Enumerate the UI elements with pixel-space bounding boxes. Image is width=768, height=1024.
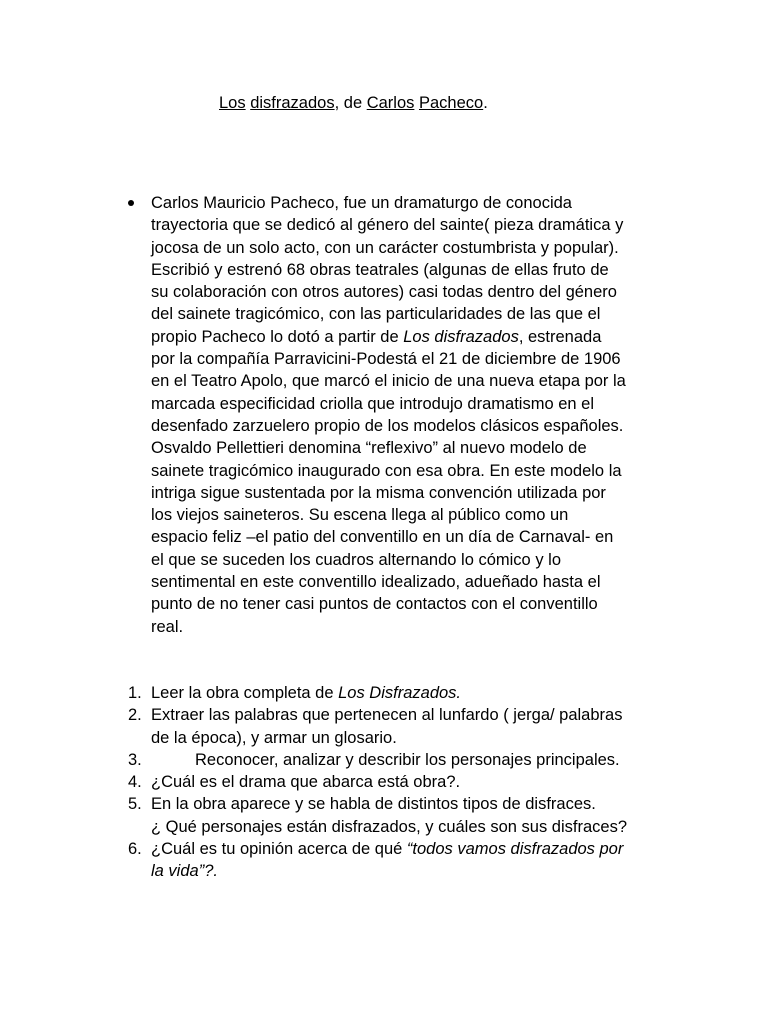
paragraph-line: Escribió y estrenó 68 obras teatrales (algunas de ellas fruto de — [151, 260, 609, 279]
list-number: 4. — [128, 773, 142, 792]
paragraph-line: Osvaldo Pellettieri denomina “reflexivo” al nuevo modelo de — [151, 439, 587, 458]
list-number: 2. — [128, 706, 142, 725]
paragraph-line: jocosa de un solo acto, con un carácter costumbrista y popular). — [151, 238, 619, 257]
work-title-italic: Los Disfrazados. — [338, 684, 462, 702]
document-title — [219, 93, 488, 113]
quote-italic: la vida”?. — [151, 862, 218, 881]
paragraph-line: punto de no tener casi puntos de contactos con el conventillo — [151, 595, 598, 614]
paragraph-line: los viejos saineteros. Su escena llega al público como un — [151, 506, 569, 525]
bullet-paragraph — [151, 192, 671, 638]
paragraph-line: sentimental en este conventillo idealizado, adueñado hasta el — [151, 573, 601, 592]
paragraph-line: intriga sigue sustentada por la misma convención utilizada por — [151, 483, 606, 502]
list-item — [128, 704, 688, 749]
paragraph-line: del sainete tragicómico, con las particularidades de las que el — [151, 305, 601, 324]
list-text: Leer la obra completa de — [151, 684, 339, 702]
paragraph-line: trayectoria que se dedicó al género del sainte( pieza dramática y — [151, 216, 624, 235]
paragraph-line: sainete tragicómico inaugurado con esa obra. En este modelo la — [151, 461, 622, 480]
list-text: ¿Cuál es el drama que abarca está obra?. — [151, 773, 461, 792]
title-word-los: Los — [219, 94, 246, 112]
paragraph-line: Carlos Mauricio Pacheco, fue un dramaturgo de conocida — [151, 194, 572, 212]
paragraph-line: en el Teatro Apolo, que marcó el inicio de una nueva etapa por la — [151, 372, 626, 391]
paragraph-text: , estrenada — [518, 327, 602, 346]
work-title-italic: Los disfrazados — [403, 327, 519, 346]
list-number: 6. — [128, 840, 142, 859]
quote-italic: “todos vamos disfrazados por — [406, 840, 624, 859]
title-separator: , de — [334, 94, 367, 112]
list-text: Extraer las palabras que pertenecen al lunfardo ( jerga/ palabras — [151, 706, 623, 725]
paragraph-line — [151, 326, 671, 348]
list-number: 3. — [128, 750, 142, 769]
paragraph-line: espacio feliz –el patio del conventillo en un día de Carnaval- en — [151, 528, 614, 547]
paragraph-line: el que se suceden los cuadros alternando lo cómico y lo — [151, 550, 561, 569]
title-word-disfrazados: disfrazados — [250, 94, 335, 112]
paragraph-line: su colaboración con otros autores) casi todas dentro del género — [151, 283, 617, 302]
list-text: de la época), y armar un glosario. — [151, 728, 397, 747]
list-text: En la obra aparece y se habla de distintos tipos de disfraces. — [151, 795, 596, 814]
list-text: Reconocer, analizar y describir los personajes principales. — [195, 750, 620, 769]
list-item — [128, 749, 688, 771]
list-number: 5. — [128, 795, 142, 814]
numbered-task-list — [128, 682, 688, 883]
paragraph-line: por la compañía Parravicini-Podestá el 21 de diciembre de 1906 — [151, 350, 621, 369]
list-item — [128, 771, 688, 793]
title-end: . — [483, 94, 488, 112]
paragraph-line: marcada especificidad criolla que introdujo dramatismo en el — [151, 394, 594, 413]
paragraph-line: desenfado zarzuelero propio de los modelos clásicos españoles. — [151, 416, 624, 435]
list-item — [128, 793, 688, 838]
paragraph-line: real. — [151, 617, 184, 636]
list-text: ¿Cuál es tu opinión acerca de qué — [151, 840, 407, 859]
bullet-dot-icon — [128, 200, 134, 206]
list-item — [128, 838, 688, 883]
list-item — [128, 682, 688, 704]
list-number: 1. — [128, 684, 142, 702]
list-text: ¿ Qué personajes están disfrazados, y cuáles son sus disfraces? — [151, 817, 627, 836]
title-word-pacheco: Pacheco — [418, 94, 484, 112]
paragraph-text: propio Pacheco lo dotó a partir de — [151, 327, 404, 346]
title-word-carlos: Carlos — [366, 94, 415, 112]
